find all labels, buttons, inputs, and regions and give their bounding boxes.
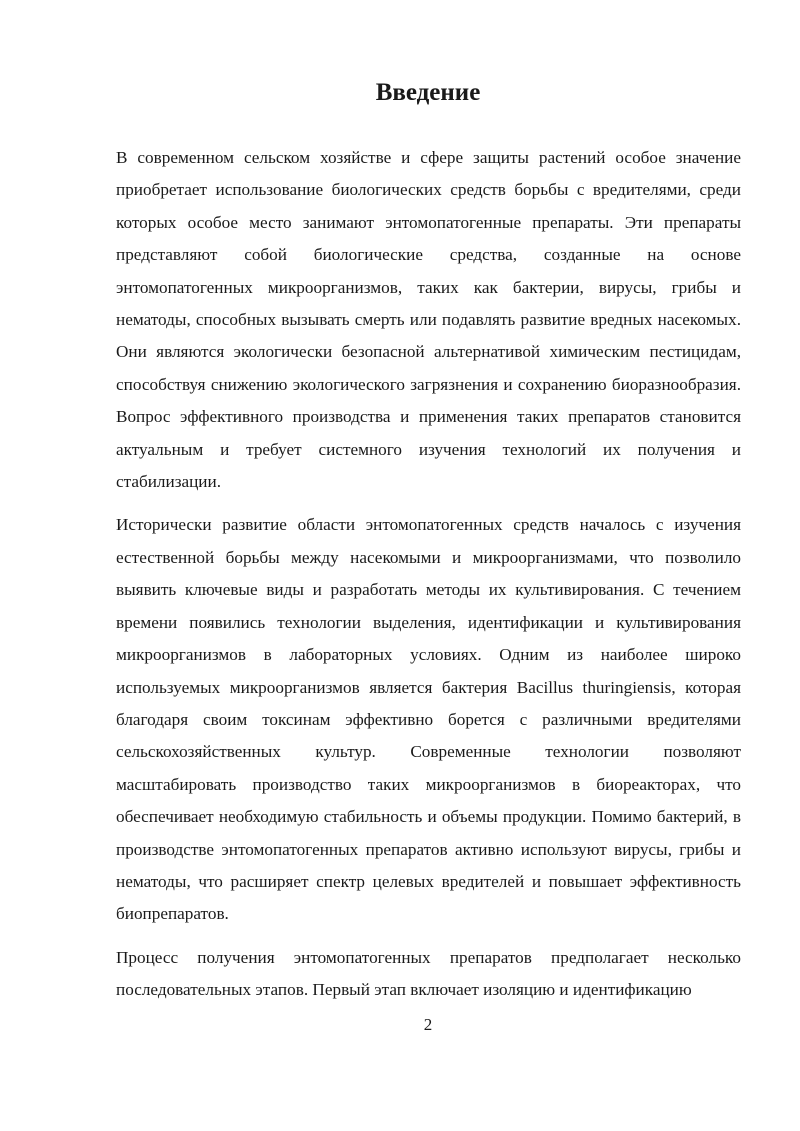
page-title: Введение [375,79,481,106]
paragraph-1: В современном сельском хозяйстве и сфере защиты растений особое значение приобретает использование биологических средств борьбы с вредителями, среди которых особое место занимают энтомопатогенные препараты. Эти препараты представляют собой биологические средства, созданные на основе энтомопатогенных микроорганизмов, таких как бактерии, вирусы, грибы и нематоды, способных вызывать смерть или подавлять развитие вредных насекомых. Они являются экологически безопасной альтернативой химическим пестицидам, способствуя снижению экологического загрязнения и сохранению биоразнообразия. Вопрос эффективного производства и применения таких препаратов становится актуальным и требует системного изучения технологий их получения и стабилизации. [116,148,741,492]
page-number: 2 [423,1015,433,1034]
document-body [116,142,741,1018]
paragraph-3: Процесс получения энтомопатогенных препаратов предполагает несколько последовательных этапов. Первый этап включает изоляцию и идентификацию [116,947,741,1000]
paragraph-2: Исторически развитие области энтомопатогенных средств началось с изучения естественной борьбы между насекомыми и микроорганизмами, что позволило выявить ключевые виды и разработать методы их культивирования. С течением времени появились технологии выделения, идентификации и культивирования микроорганизмов в лабораторных условиях. Одним из наиболее широко используемых микроорганизмов является бактерия Bacillus thuringiensis, которая благодаря своим токсинам эффективно борется с различными вредителями сельскохозяйственных культур. Современные технологии позволяют масштабировать производство таких микроорганизмов в биореакторах, что обеспечивает необходимую стабильность и объемы продукции. Помимо бактерий, в производстве энтомопатогенных препаратов активно используют вирусы, грибы и нематоды, что расширяет спектр целевых вредителей и повышает эффективность биопрепаратов. [116,515,741,924]
